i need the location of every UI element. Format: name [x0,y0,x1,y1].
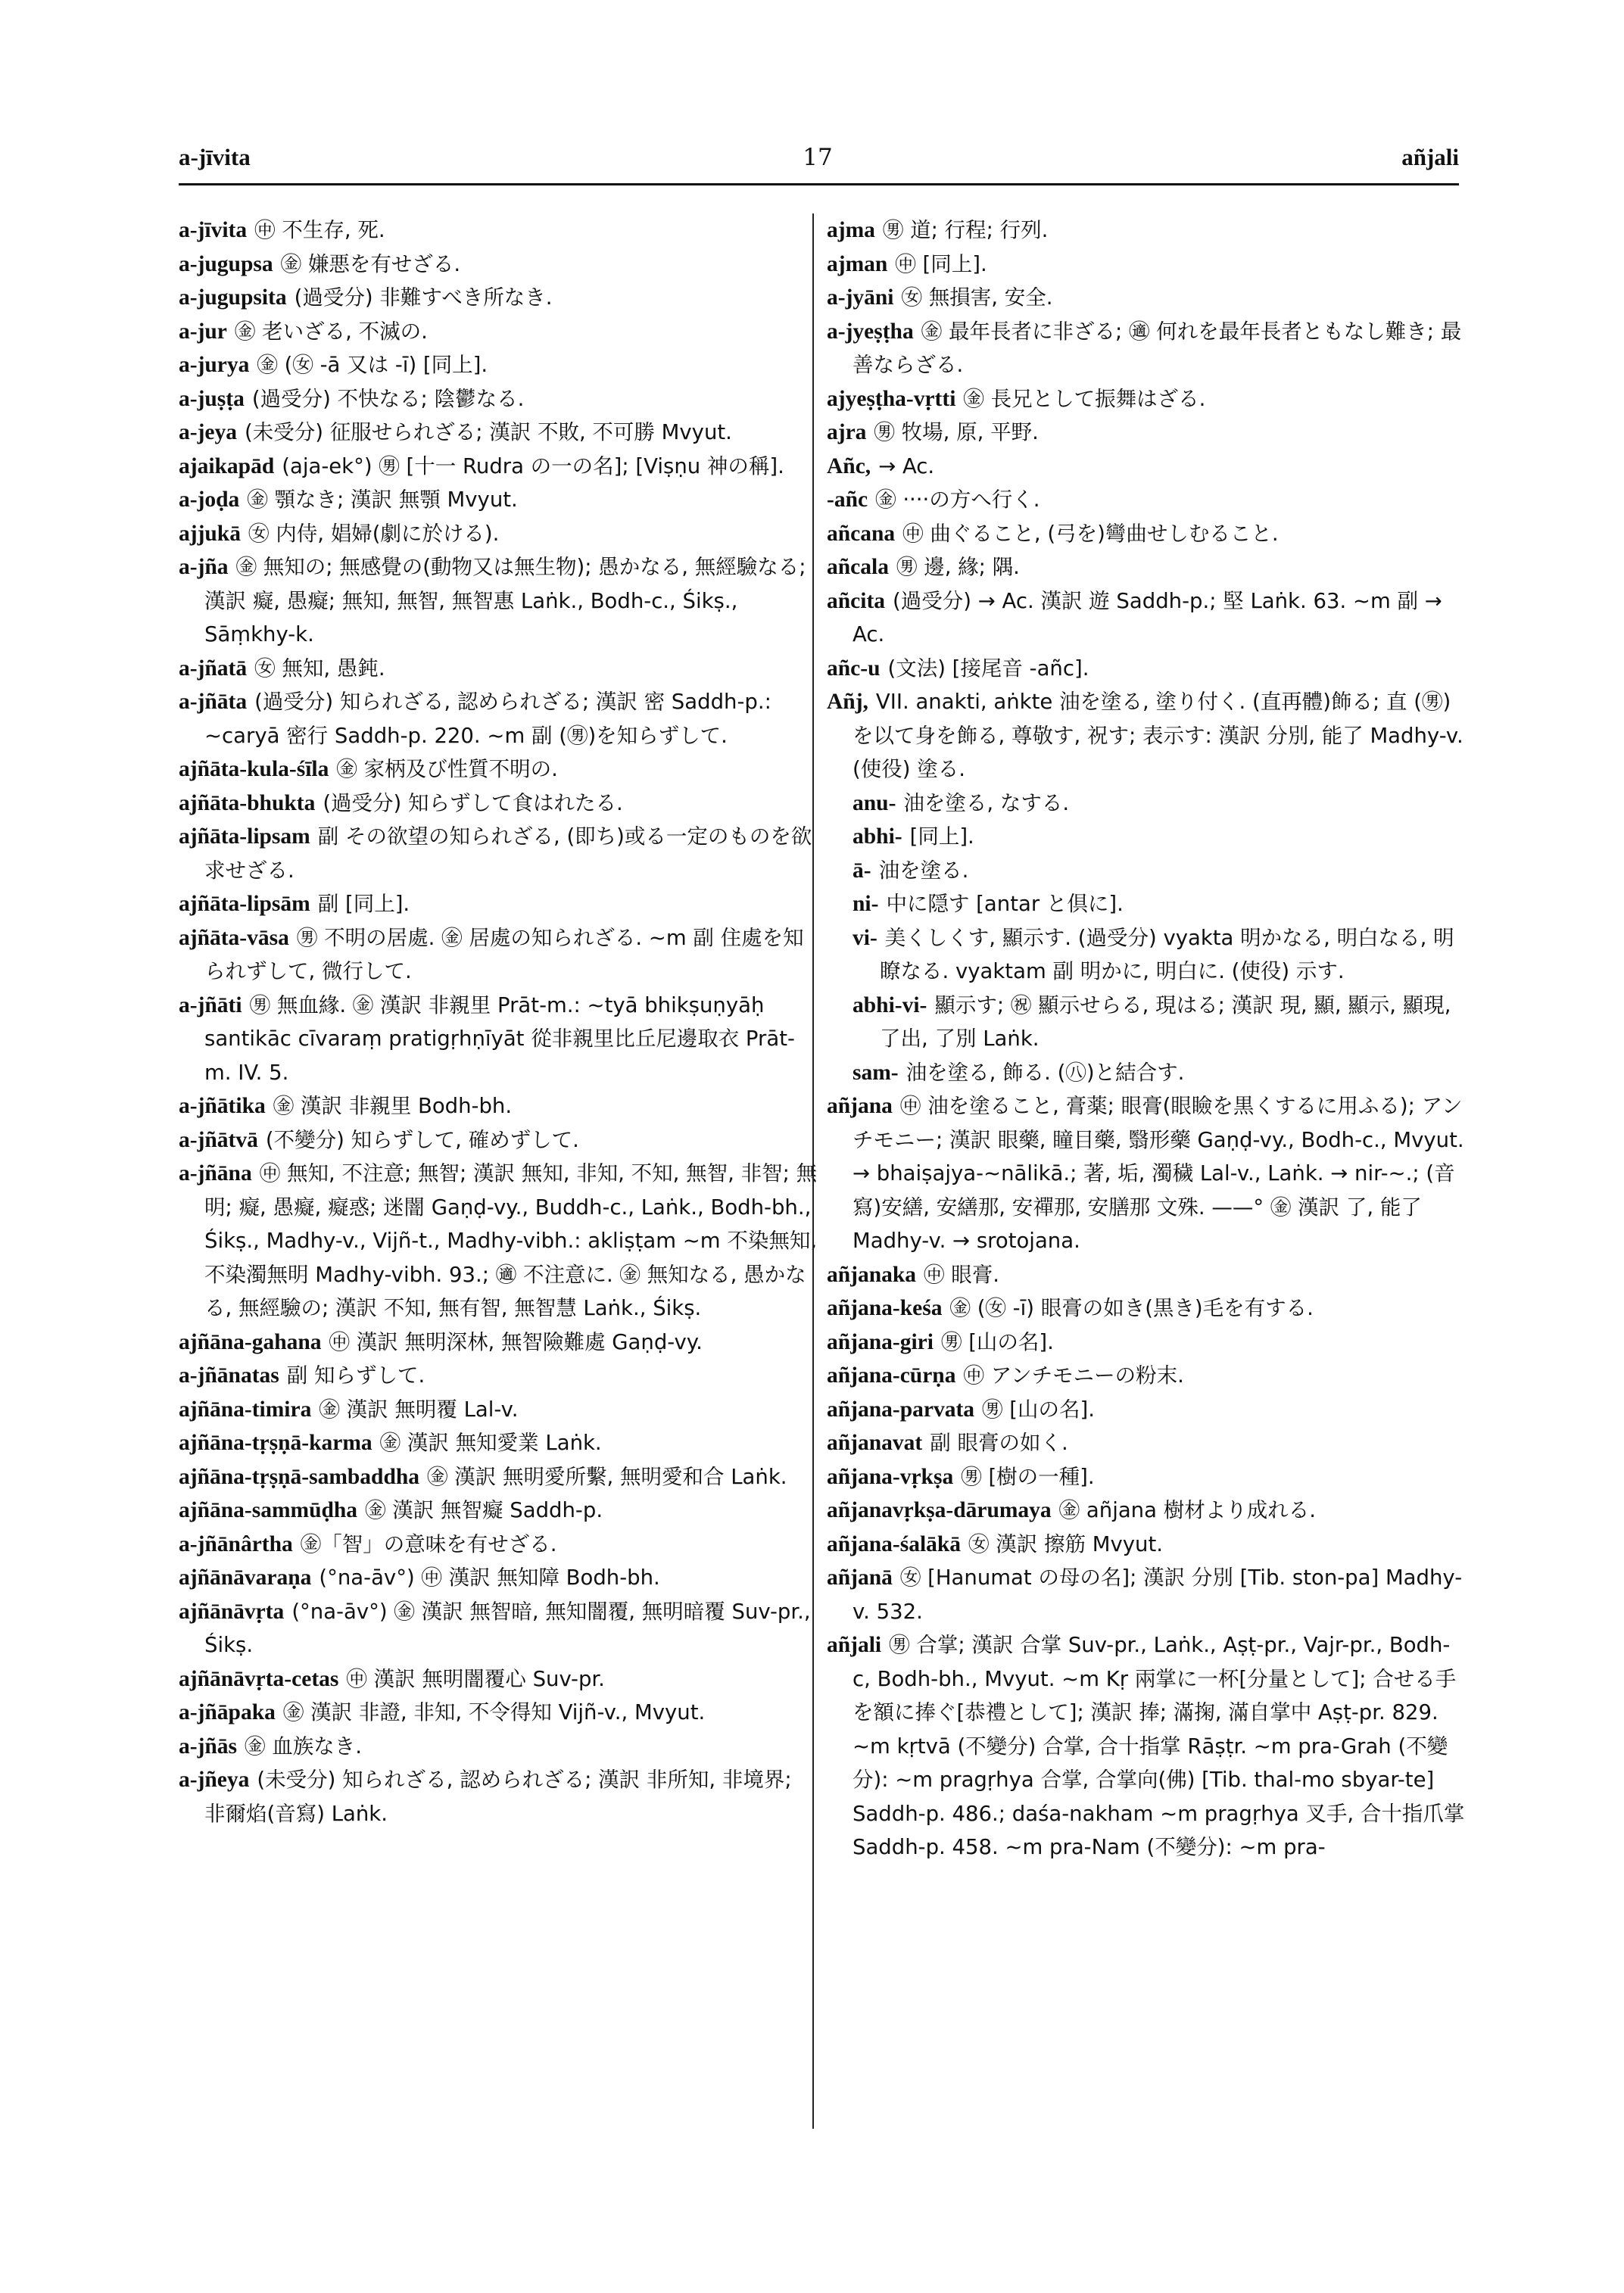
definition: (°na-āv°) ㊎ 漢訳 無智暗, 無知闇覆, 無明暗覆 Suv-pr., Śikṣ. [204,1599,811,1657]
headword: ajñānāvaraṇa [179,1566,312,1590]
definition: (過受分) 不快なる; 陰鬱なる. [251,386,525,411]
definition: ㊎ 長兄として振舞はざる. [963,386,1206,411]
definition: ㊎ (㊛ -ā 又は -ī) [同上]. [257,353,488,377]
dictionary-entry [179,1393,818,1427]
definition: ㊎ 家柄及び性質不明の. [336,757,558,781]
definition: ㊥ 漢訳 無明深林, 無智險難處 Gaṇḍ-vy. [329,1329,703,1354]
definition: (未受分) 征服せられざる; 漢訳 不敗, 不可勝 Mvyut. [245,420,732,444]
dictionary-entry [179,550,818,652]
definition: ㊛ 漢訳 擦筋 Mvyut. [968,1531,1163,1556]
sub-entry [827,854,1467,888]
headword: ajñāta-lipsam [179,824,310,849]
headword: a-jugupsa [179,251,273,276]
definition: ㊥ アンチモニーの粉末. [963,1363,1184,1388]
dictionary-entry [179,517,818,551]
dictionary-entry [827,1494,1467,1528]
headword: añcala [827,555,889,579]
headword: añjana-parvata [827,1397,975,1422]
definition: ㊛ 無損害, 安全. [901,285,1053,310]
headword: ajma [827,218,875,242]
headword: añjanavat [827,1431,923,1455]
definition: 副 [同上]. [317,892,410,916]
dictionary-entry [179,248,818,282]
headword: anu- [853,790,896,815]
headword: vi- [853,925,877,950]
headword: a-jeya [179,420,237,444]
dictionary-entry [827,1326,1467,1360]
headword: ajyeṣṭha-vṛtti [827,386,956,411]
definition: ㊎ 血族なき. [245,1734,363,1759]
definition: ㊚ [山の名]. [982,1397,1095,1422]
dictionary-entry [179,1730,818,1764]
definition: (過受分) 知らずして食はれたる. [323,790,623,815]
headword: ni- [853,892,879,916]
dictionary-entry [179,1763,818,1830]
sub-entry [827,1056,1467,1090]
definition: ㊛ 内侍, 娼婦(劇に於ける). [248,521,500,546]
dictionary-entry [827,1291,1467,1326]
sub-entry [827,787,1467,821]
headword: ajñāna-gahana [179,1329,322,1354]
definition: ㊚ 不明の居處. ㊎ 居處の知られざる. ~m 副 住處を知られずして, 微行して. [204,925,804,983]
dictionary-entry [827,416,1467,450]
page-number: 17 [803,144,833,171]
dictionary-entry [179,1460,818,1494]
headword: añjanaka [827,1262,917,1287]
headword: ajñāta-kula-śīla [179,757,329,781]
dictionary-entry [179,382,818,416]
dictionary-entry [179,1561,818,1595]
headword: ajñāta-lipsām [179,892,310,916]
dictionary-entry [179,887,818,921]
dictionary-entry [827,248,1467,282]
definition: ㊚ [山の名]. [940,1329,1054,1354]
headword: ajñāna-tṛṣṇā-sambaddha [179,1464,420,1489]
headword: ajra [827,420,867,444]
dictionary-entry [827,652,1467,686]
definition: 美くしくす, 顯示す. (過受分) vyakta 明かなる, 明白なる, 明瞭なる. vyaktam 副 明かに, 明白に. (使役) 示す. [880,925,1454,983]
definition: 油を塗る, 飾る. (㊇)と結合す. [906,1060,1185,1085]
dictionary-entry [179,1528,818,1562]
dictionary-entry [827,550,1467,584]
dictionary-entry [179,483,818,517]
headword: añjanavṛkṣa-dārumaya [827,1498,1052,1522]
headword: ajñāta-bhukta [179,790,316,815]
definition: ㊥ 漢訳 無明闇覆心 Suv-pr. [346,1666,605,1691]
headword: añjana-vṛkṣa [827,1464,954,1489]
headword: a-jyāni [827,285,894,310]
definition: → Ac. [878,453,935,478]
dictionary-entry [179,752,818,787]
headword: añc-u [827,656,881,681]
headword: a-joḍa [179,488,240,512]
definition: ㊎ 無知の; 無感覺の(動物又は無生物); 愚かなる, 無經驗なる; 漢訳 癡, 愚癡; 無知, 無智, 無智惠 Laṅk., Bodh-c., Śikṣ., Sāṃkhy-k. [204,555,806,646]
dictionary-entry [179,1595,818,1662]
definition: (過受分) 知られざる, 認められざる; 漢訳 密 Saddh-p.: ~caryā 密行 Saddh-p. 220. ~m 副 (㊚)を知らずして. [204,690,771,748]
definition: ㊥ 油を塗ること, 膏薬; 眼膏(眼瞼を黒くするに用ふる); アンチモニー; 漢訳 眼藥, 瞳目藥, 翳形藥 Gaṇḍ-vy., Bodh-c., Mvyut. → bhaiṣajya-~nālikā.; 著, 垢, 濁穢 Lal-v., Laṅk. → nir-~.; (音寫)安繕, 安繕那, 安禪那, 安膳那 文殊. ——° ㊎ 漢訳 了, 能了 Madhy-v. → srotojana. [853,1094,1464,1253]
definition: ㊚ 合掌; 漢訳 合掌 Suv-pr., Laṅk., Aṣṭ-pr., Vajr-pr., Bodh-c, Bodh-bh., Mvyut. ~m Kṛ 兩掌に一杯[分量として]; 合せる手を額に捧ぐ[恭禮として]; 漢訳 捧; 滿掬, 滿自掌中 Aṣṭ-pr. 829. ~m kṛtvā (不變分) 合掌, 合十指掌 Rāṣṭr. ~m pra-Grah (不變分): ~m pragṛhya 合掌, 合掌向(佛) [Tib. thal-mo sbyar-te] Saddh-p. 486.; daśa-nakham ~m pragṛhya 叉手, 合十指爪掌 Saddh-p. 458. ~m pra-Nam (不變分): ~m pra- [853,1633,1465,1859]
headword: abhi- [853,824,902,849]
headword: añjali [827,1633,882,1657]
definition: (文法) [接尾音 -añc]. [887,656,1089,681]
definition: 油を塗る, なする. [903,790,1070,815]
headword: a-jurya [179,353,250,377]
definition: ㊚ 道; 行程; 行列. [882,218,1049,242]
headword: añcita [827,588,886,613]
dictionary-entry [827,213,1467,248]
header-rule [179,183,1459,185]
headword: añjana-śalākā [827,1531,962,1556]
left-column [179,213,818,1830]
headword: a-jur [179,319,227,344]
dictionary-entry [179,1359,818,1393]
definition: (未受分) 知られざる, 認められざる; 漢訳 非所知, 非境界; 非爾焰(音寫) Laṅk. [204,1768,792,1826]
headword: abhi-vi- [853,992,927,1017]
headword: a-jñātika [179,1094,266,1118]
headword: añcana [827,521,896,546]
definition: ㊎ 嫌悪を有せざる. [280,251,461,276]
dictionary-entry [179,820,818,887]
headword: Añj, [827,690,868,714]
dictionary-entry [179,921,818,989]
definition: 副 眼膏の如く. [930,1431,1068,1455]
dictionary-entry [179,787,818,821]
column-divider [812,213,814,2129]
dictionary-entry [827,281,1467,315]
sub-entry [827,989,1467,1056]
sub-entry [827,820,1467,854]
definition: ㊥ 無知, 不注意; 無智; 漢訳 無知, 非知, 不知, 無智, 非智; 無明; 癡, 愚癡, 癡惑; 迷闇 Gaṇḍ-vy., Buddh-c., Laṅk., Bodh-bh., Śikṣ., Madhy-v., Vijñ-t., Madhy-vibh.: akliṣṭam ~m 不染無知, 不染濁無明 Madhy-vibh. 93.; ㊜ 不注意に. ㊎ 無知なる, 愚かなる, 無經驗の; 漢訳 不知, 無有智, 無智慧 Laṅk., Śikṣ. [204,1161,818,1320]
running-head-left: a-jīvita [179,144,251,170]
definition: 副 その欲望の知られざる, (即ち)或る一定のものを欲求せざる. [204,824,812,883]
definition: ㊥ 眼膏. [924,1262,1000,1287]
dictionary-entry [827,1359,1467,1393]
headword: a-jña [179,555,229,579]
dictionary-entry [827,1258,1467,1292]
definition: ㊎ 漢訳 無智癡 Saddh-p. [365,1498,603,1522]
definition: ㊛ [Hanumat の母の名]; 漢訳 分別 [Tib. ston-pa] Madhy-v. 532. [853,1566,1463,1624]
dictionary-entry [827,1528,1467,1562]
dictionary-entry [179,652,818,686]
definition: (°na-āv°) ㊥ 漢訳 無知障 Bodh-bh. [319,1566,660,1590]
dictionary-entry [179,1123,818,1157]
definition: ㊎ añjana 樹材より成れる. [1058,1498,1316,1522]
dictionary-entry [179,213,818,248]
definition: [同上]. [909,824,974,849]
definition: (過受分) 非難すべき所なき. [294,285,553,310]
definition: (不變分) 知らずして, 確めずして. [265,1127,579,1152]
dictionary-entry [827,1628,1467,1865]
dictionary-entry [179,685,818,752]
headword: ajjukā [179,521,241,546]
definition: ㊎ 顎なき; 漢訳 無顎 Mvyut. [247,488,518,512]
dictionary-entry [179,1696,818,1730]
dictionary-entry [179,1494,818,1528]
headword: sam- [853,1060,899,1085]
headword: Añc, [827,453,871,478]
definition: ㊚ [樹の一種]. [961,1464,1095,1489]
definition: ㊎ 漢訳 無明覆 Lal-v. [319,1397,519,1422]
definition: 中に隠す [antar と倶に]. [886,892,1124,916]
dictionary-entry [179,450,818,484]
definition: ㊛ 無知, 愚鈍. [254,656,385,681]
headword: a-juṣṭa [179,386,245,411]
definition: ㊥ [同上]. [895,251,987,276]
dictionary-entry [179,1089,818,1123]
definition: ㊥ 不生存, 死. [254,218,385,242]
dictionary-entry [179,281,818,315]
dictionary-entry [827,382,1467,416]
definition: ㊎ 老いざる, 不滅の. [234,319,428,344]
headword: ajñānāvṛta [179,1599,285,1624]
definition: ㊎ (㊛ -ī) 眼膏の如き(黒き)毛を有する. [949,1296,1314,1320]
definition: ㊚ 牧場, 原, 平野. [874,420,1039,444]
dictionary-entry [827,517,1467,551]
headword: añjana-giri [827,1329,934,1354]
definition: ㊥ 曲ぐること, (弓を)彎曲せしむること. [902,521,1279,546]
headword: a-jñāpaka [179,1700,276,1724]
dictionary-entry [179,1157,818,1326]
right-column [827,213,1467,1865]
headword: ajaikapād [179,453,275,478]
headword: ajñāta-vāsa [179,925,289,950]
headword: a-jñāta [179,690,248,714]
definition: ㊎ 漢訳 無明愛所繫, 無明愛和合 Laṅk. [427,1464,787,1489]
dictionary-entry [179,348,818,382]
dictionary-entry [179,1426,818,1460]
definition: (aja-ek°) ㊚ [十一 Rudra の一の名]; [Viṣṇu 神の稱]. [282,453,784,478]
dictionary-entry [827,1561,1467,1628]
definition: ㊚ 邊, 緣; 隅. [896,555,1020,579]
dictionary-entry [179,315,818,349]
headword: ajñāna-sammūḍha [179,1498,358,1522]
definition: 油を塗る. [878,858,969,883]
headword: a-jyeṣṭha [827,319,914,344]
definition: 副 知らずして. [286,1363,425,1388]
dictionary-entry [827,315,1467,382]
headword: a-jīvita [179,218,248,242]
headword: ajñāna-timira [179,1397,312,1422]
headword: a-jñeya [179,1768,250,1792]
headword: añjana [827,1094,893,1118]
definition: ㊎ 最年長者に非ざる; ㊜ 何れを最年長者ともなし難き; 最善ならざる. [853,319,1462,377]
dictionary-entry [179,989,818,1090]
dictionary-entry [179,416,818,450]
headword: ajñānāvṛta-cetas [179,1666,339,1691]
running-head-right: añjali [1401,144,1459,170]
headword: a-jñās [179,1734,238,1759]
headword: añjanā [827,1566,893,1590]
headword: ajman [827,251,888,276]
headword: a-jñāna [179,1161,252,1185]
sub-entry [827,887,1467,921]
definition: ㊎ ····の方へ行く. [875,488,1040,512]
headword: a-jñānârtha [179,1531,293,1556]
headword: a-jugupsita [179,285,287,310]
headword: -añc [827,488,868,512]
dictionary-entry [179,1326,818,1360]
dictionary-entry [827,1393,1467,1427]
headword: a-jñatā [179,656,248,681]
dictionary-entry [827,1089,1467,1258]
headword: a-jñātvā [179,1127,258,1152]
headword: añjana-keśa [827,1296,943,1320]
dictionary-entry [827,584,1467,652]
dictionary-entry [827,685,1467,787]
headword: ā- [853,858,871,883]
headword: añjana-cūrṇa [827,1363,956,1388]
dictionary-entry [827,483,1467,517]
dictionary-entry [179,1662,818,1696]
definition: (過受分) → Ac. 漢訳 遊 Saddh-p.; 堅 Laṅk. 63. ~m 副 → Ac. [853,588,1442,646]
headword: a-jñānatas [179,1363,279,1388]
definition: VII. anakti, aṅkte 油を塗る, 塗り付く. (直再體)飾る; 直 (㊚)を以て身を飾る, 尊敬す, 祝す; 表示す: 漢訳 分別, 能了 Madhy-v. (使役) 塗る. [853,690,1463,781]
dictionary-entry [827,1426,1467,1460]
definition: 顯示す; ㊗ 顯示せらる, 現はる; 漢訳 現, 顯, 顯示, 顯現, 了出, 了別 Laṅk. [880,992,1451,1051]
definition: ㊚ 無血緣. ㊎ 漢訳 非親里 Prāt-m.: ~tyā bhikṣuṇyāḥ santikāc cīvaraṃ pratigṛhṇīyāt 從非親里比丘尼邊取衣 Prāt-m. IV. 5. [204,992,795,1085]
definition: ㊎ 漢訳 無知愛業 Laṅk. [379,1431,602,1455]
headword: ajñāna-tṛṣṇā-karma [179,1431,372,1455]
definition: ㊎ 漢訳 非證, 非知, 不令得知 Vijñ-v., Mvyut. [282,1700,706,1724]
definition: ㊎ 漢訳 非親里 Bodh-bh. [273,1094,513,1118]
sub-entry [827,921,1467,989]
dictionary-entry [827,450,1467,484]
headword: a-jñāti [179,992,242,1017]
definition: ㊎「智」の意味を有せざる. [300,1531,557,1556]
dictionary-entry [827,1460,1467,1494]
